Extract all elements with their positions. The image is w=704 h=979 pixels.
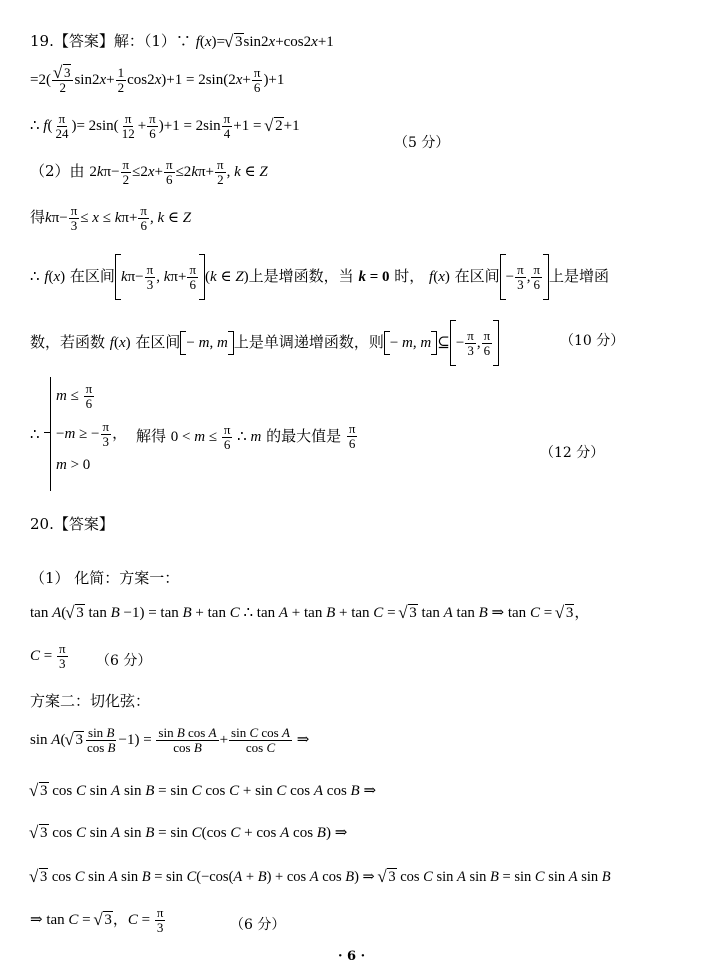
q20-p2-line2: √ 3 cos C sin A sin B = sin C cos C + sin C cos A cos B ⇒ — [30, 784, 376, 799]
q20-part1-label: （1） 化简：方案一： — [30, 569, 180, 587]
q19-sys1: m ≤ $\frac{\pi}{6}$ — [56, 381, 93, 412]
q20-p2-line1: sin A(√ 3 $\frac{\text{sin B}}{\text{cos B}}$ −1) = $\frac{\text{sin B cos A}}{\text{cos B}}$ + $\frac{\text{sin C cos A}}{\text{cos C}}$ ⇒ — [30, 726, 309, 756]
q20-score-6b: （6 分） — [230, 917, 286, 933]
q20-header: 20.【答案】 — [30, 515, 114, 533]
q19-score-12: （12 分） — [540, 445, 605, 461]
q19-part2-label: （2）由 — [30, 162, 85, 181]
q20-p2-line5: ⇒ tan C = √ 3，C = $\frac{\pi}{3}$ — [30, 906, 166, 936]
q19-line3: ∴ f( $\frac{\pi}{24}$ )= 2sin( $\frac{\pi}{12}$ + $\frac{\pi}{6}$ )+1 = 2sin $\frac{\pi}{4}$ +1 = √ 2+1 — [30, 112, 300, 142]
q19-therefore: ∴ — [30, 425, 40, 443]
q20-p2-line3: √ 3 cos C sin A sin B = sin C(cos C + cos A cos B) ⇒ — [30, 826, 347, 841]
q19-line7: 数，若函数 f(x) 在区间 − m, m 上是单调递增函数，则 − m, m ⊆ − $\frac{\pi}{3}$ , $\frac{\pi}{6}$ — [30, 320, 499, 366]
q19-header: 19.【答案】解：（1）∵ — [30, 32, 191, 50]
q19-function-def: f(x)=√ 3sin2x+cos2x+1 — [196, 34, 334, 50]
q20-p2-line4: √ 3 cos C sin A sin B = sin C(−cos(A + B) + cos A cos B) ⇒ √ 3 cos C sin A sin B = sin C sin A sin B — [30, 870, 611, 885]
q19-sys3: m > 0 — [56, 457, 91, 473]
q19-line5: 得kπ− $\frac{\pi}{3}$ ≤ x ≤ kπ+ $\frac{\pi}{6}$ , k ∈ Z — [30, 203, 192, 234]
page-number: · 6 · — [338, 949, 366, 964]
q20-part2-label: 方案二：切化弦： — [30, 692, 151, 710]
q19-score-5: （5 分） — [394, 135, 450, 151]
q19-line1 — [30, 34, 334, 50]
q20-p1-line2: C = $\frac{\pi}{3}$ — [30, 641, 66, 672]
q20-p1-line1: tan A(√ 3 tan B −1) = tan B + tan C ∴ tan A + tan B + tan C = √ 3 tan A tan B ⇒ tan C = √ 3， — [30, 606, 589, 621]
q19-line6: ∴ f(x) 在区间 kπ− $\frac{\pi}{3}$ , kπ+ $\frac{\pi}{6}$ (k ∈ Z)上是增函数，当 k = 0 时， f(x) 在区间 − $\frac{\pi}{3}$ , $\frac{\pi}{6}$ 上是增函 — [30, 254, 609, 300]
q19-score-10: （10 分） — [560, 333, 625, 349]
q19-line4: （2）由 2kπ− $\frac{\pi}{2}$ ≤2x+ $\frac{\pi}{6}$ ≤2kπ+ $\frac{\pi}{2}$ , k ∈ Z — [30, 157, 268, 188]
q19-line2: =2( √ $\frac{3}{2}$ sin2x+ $\frac{1}{2}$ cos2x)+1 = 2sin(2x+ $\frac{\pi}{6}$ )+1 — [30, 66, 284, 96]
q20-score-6a: （6 分） — [96, 653, 152, 669]
q19-conclusion: 解得 0 < m ≤ $\frac{\pi}{6}$ ∴ m 的最大值是 $\frac{\pi}{6}$ — [136, 421, 356, 452]
q19-sys2: −m ≥ − $\frac{\pi}{3}$ ， — [56, 419, 128, 450]
q19-de-label: 得 — [30, 208, 46, 227]
